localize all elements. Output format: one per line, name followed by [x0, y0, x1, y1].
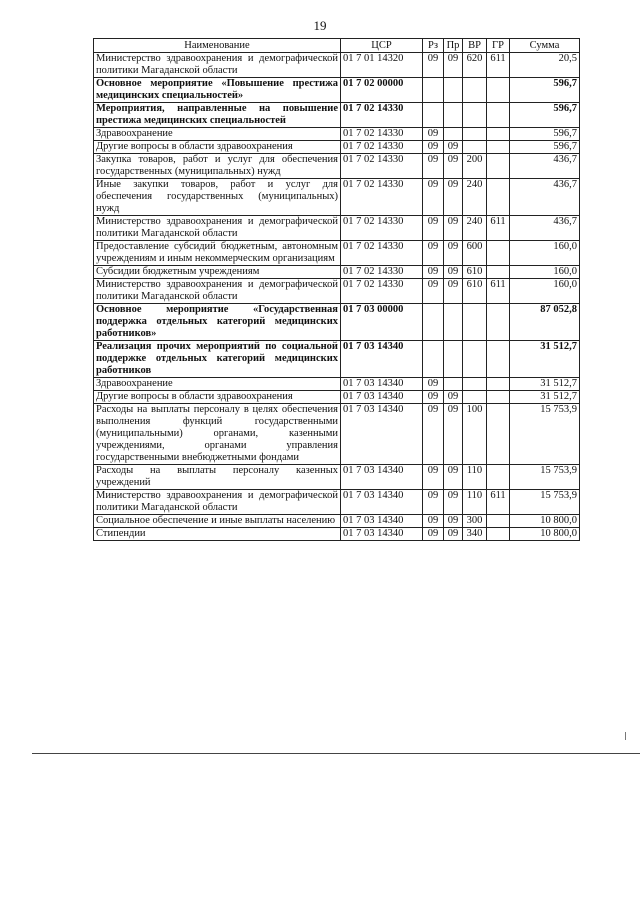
- row-gr-cell: [487, 465, 510, 490]
- row-vr-cell: 300: [463, 515, 487, 528]
- row-gr-cell: [487, 528, 510, 541]
- row-vr-cell: 600: [463, 241, 487, 266]
- row-pr-cell: 09: [444, 154, 463, 179]
- row-name-cell: Иные закупки товаров, работ и услуг для обеспечения государственных (муниципальных) нужд: [94, 179, 341, 216]
- row-rz-cell: 09: [423, 216, 444, 241]
- row-sum-cell: 20,5: [510, 53, 580, 78]
- row-pr-cell: [444, 341, 463, 378]
- row-csr-cell: 01 7 03 14340: [341, 391, 423, 404]
- row-pr-cell: [444, 304, 463, 341]
- row-name-cell: Закупка товаров, работ и услуг для обеспечения государственных (муниципальных) нужд: [94, 154, 341, 179]
- row-gr-cell: [487, 404, 510, 465]
- row-rz-cell: 09: [423, 266, 444, 279]
- row-name-cell: Основное мероприятие «Государственная поддержка отдельных категорий медицинских работников»: [94, 304, 341, 341]
- table-header-row: [94, 39, 580, 53]
- row-rz-cell: 09: [423, 515, 444, 528]
- row-name-cell: Реализация прочих мероприятий по социальной поддержке отдельных категорий медицинских работников: [94, 341, 341, 378]
- row-sum-cell: 15 753,9: [510, 465, 580, 490]
- row-pr-cell: 09: [444, 53, 463, 78]
- row-pr-cell: [444, 128, 463, 141]
- header-name: Наименование: [94, 39, 341, 53]
- row-rz-cell: 09: [423, 241, 444, 266]
- row-sum-cell: 87 052,8: [510, 304, 580, 341]
- row-gr-cell: [487, 304, 510, 341]
- row-sum-cell: 160,0: [510, 241, 580, 266]
- row-vr-cell: [463, 128, 487, 141]
- row-csr-cell: 01 7 02 14330: [341, 103, 423, 128]
- row-name-cell: Мероприятия, направленные на повышение престижа медицинских специальностей: [94, 103, 341, 128]
- row-csr-cell: 01 7 03 14340: [341, 528, 423, 541]
- row-sum-cell: 10 800,0: [510, 515, 580, 528]
- row-pr-cell: [444, 378, 463, 391]
- table-row: [94, 154, 580, 179]
- row-rz-cell: [423, 304, 444, 341]
- row-sum-cell: 31 512,7: [510, 378, 580, 391]
- row-sum-cell: 596,7: [510, 141, 580, 154]
- row-vr-cell: [463, 103, 487, 128]
- row-rz-cell: 09: [423, 378, 444, 391]
- row-rz-cell: 09: [423, 128, 444, 141]
- row-csr-cell: 01 7 02 00000: [341, 78, 423, 103]
- row-csr-cell: 01 7 02 14330: [341, 241, 423, 266]
- row-gr-cell: 611: [487, 216, 510, 241]
- row-vr-cell: 240: [463, 216, 487, 241]
- table-row: [94, 216, 580, 241]
- row-vr-cell: 340: [463, 528, 487, 541]
- row-pr-cell: 09: [444, 179, 463, 216]
- row-rz-cell: 09: [423, 528, 444, 541]
- row-vr-cell: 200: [463, 154, 487, 179]
- row-sum-cell: 436,7: [510, 179, 580, 216]
- table-row: [94, 341, 580, 378]
- row-rz-cell: 09: [423, 179, 444, 216]
- table-row: [94, 490, 580, 515]
- row-gr-cell: [487, 141, 510, 154]
- row-sum-cell: 31 512,7: [510, 341, 580, 378]
- row-pr-cell: 09: [444, 391, 463, 404]
- row-name-cell: Расходы на выплаты персоналу в целях обеспечения выполнения функций государственными (муниципальными) органами, казенными учреждениями, органами управления государственными внебюджетными фондами: [94, 404, 341, 465]
- table-row: [94, 404, 580, 465]
- row-rz-cell: 09: [423, 465, 444, 490]
- row-pr-cell: 09: [444, 528, 463, 541]
- row-sum-cell: 15 753,9: [510, 404, 580, 465]
- budget-table: [93, 38, 580, 541]
- row-gr-cell: [487, 128, 510, 141]
- row-vr-cell: 610: [463, 266, 487, 279]
- row-vr-cell: [463, 78, 487, 103]
- row-name-cell: Министерство здравоохранения и демографической политики Магаданской области: [94, 216, 341, 241]
- row-sum-cell: 160,0: [510, 279, 580, 304]
- row-vr-cell: 110: [463, 465, 487, 490]
- row-gr-cell: [487, 179, 510, 216]
- row-gr-cell: 611: [487, 490, 510, 515]
- row-sum-cell: 31 512,7: [510, 391, 580, 404]
- row-csr-cell: 01 7 01 14320: [341, 53, 423, 78]
- table-row: [94, 266, 580, 279]
- row-name-cell: Предоставление субсидий бюджетным, автономным учреждениям и иным некоммерческим организациям: [94, 241, 341, 266]
- row-vr-cell: [463, 391, 487, 404]
- row-name-cell: Здравоохранение: [94, 378, 341, 391]
- row-vr-cell: 110: [463, 490, 487, 515]
- row-rz-cell: 09: [423, 53, 444, 78]
- row-name-cell: Здравоохранение: [94, 128, 341, 141]
- row-name-cell: Основное мероприятие «Повышение престижа медицинских специальностей»: [94, 78, 341, 103]
- row-csr-cell: 01 7 03 14340: [341, 515, 423, 528]
- row-csr-cell: 01 7 02 14330: [341, 266, 423, 279]
- row-gr-cell: 611: [487, 279, 510, 304]
- header-sum: Сумма: [510, 39, 580, 53]
- row-csr-cell: 01 7 03 14340: [341, 465, 423, 490]
- row-csr-cell: 01 7 02 14330: [341, 216, 423, 241]
- row-rz-cell: 09: [423, 154, 444, 179]
- row-rz-cell: [423, 341, 444, 378]
- table-row: [94, 128, 580, 141]
- row-rz-cell: 09: [423, 391, 444, 404]
- row-gr-cell: [487, 154, 510, 179]
- row-sum-cell: 596,7: [510, 103, 580, 128]
- table-row: [94, 378, 580, 391]
- row-rz-cell: 09: [423, 279, 444, 304]
- row-sum-cell: 436,7: [510, 154, 580, 179]
- row-gr-cell: [487, 378, 510, 391]
- row-csr-cell: 01 7 03 14340: [341, 378, 423, 391]
- row-rz-cell: 09: [423, 141, 444, 154]
- header-vr: ВР: [463, 39, 487, 53]
- row-vr-cell: 620: [463, 53, 487, 78]
- row-rz-cell: 09: [423, 404, 444, 465]
- row-name-cell: Министерство здравоохранения и демографической политики Магаданской области: [94, 53, 341, 78]
- row-pr-cell: 09: [444, 279, 463, 304]
- table-row: [94, 515, 580, 528]
- row-name-cell: Субсидии бюджетным учреждениям: [94, 266, 341, 279]
- row-name-cell: Другие вопросы в области здравоохранения: [94, 391, 341, 404]
- header-csr: ЦСР: [341, 39, 423, 53]
- row-vr-cell: 240: [463, 179, 487, 216]
- row-vr-cell: [463, 341, 487, 378]
- page-number: 19: [313, 18, 327, 33]
- row-pr-cell: [444, 78, 463, 103]
- row-csr-cell: 01 7 02 14330: [341, 128, 423, 141]
- row-sum-cell: 10 800,0: [510, 528, 580, 541]
- table-row: [94, 391, 580, 404]
- table-row: [94, 53, 580, 78]
- header-pr: Пр: [444, 39, 463, 53]
- row-name-cell: Расходы на выплаты персоналу казенных учреждений: [94, 465, 341, 490]
- row-name-cell: Министерство здравоохранения и демографической политики Магаданской области: [94, 279, 341, 304]
- table-row: [94, 279, 580, 304]
- row-csr-cell: 01 7 02 14330: [341, 179, 423, 216]
- row-csr-cell: 01 7 02 14330: [341, 141, 423, 154]
- row-rz-cell: [423, 78, 444, 103]
- scan-edge-mark: [625, 732, 628, 740]
- row-name-cell: Социальное обеспечение и иные выплаты населению: [94, 515, 341, 528]
- row-pr-cell: 09: [444, 465, 463, 490]
- row-csr-cell: 01 7 03 14340: [341, 490, 423, 515]
- row-pr-cell: 09: [444, 266, 463, 279]
- row-csr-cell: 01 7 03 00000: [341, 304, 423, 341]
- row-sum-cell: 15 753,9: [510, 490, 580, 515]
- row-csr-cell: 01 7 02 14330: [341, 279, 423, 304]
- row-vr-cell: [463, 304, 487, 341]
- row-pr-cell: 09: [444, 216, 463, 241]
- row-sum-cell: 160,0: [510, 266, 580, 279]
- row-gr-cell: [487, 341, 510, 378]
- page-divider-line: [32, 753, 640, 754]
- table-row: [94, 528, 580, 541]
- table-row: [94, 241, 580, 266]
- row-name-cell: Другие вопросы в области здравоохранения: [94, 141, 341, 154]
- row-gr-cell: [487, 241, 510, 266]
- table-row: [94, 179, 580, 216]
- row-pr-cell: 09: [444, 241, 463, 266]
- row-pr-cell: 09: [444, 490, 463, 515]
- header-rz: Рз: [423, 39, 444, 53]
- row-gr-cell: [487, 515, 510, 528]
- row-vr-cell: [463, 378, 487, 391]
- row-gr-cell: [487, 391, 510, 404]
- table-row: [94, 465, 580, 490]
- row-pr-cell: 09: [444, 515, 463, 528]
- row-vr-cell: 610: [463, 279, 487, 304]
- row-rz-cell: 09: [423, 490, 444, 515]
- row-vr-cell: [463, 141, 487, 154]
- row-name-cell: Стипендии: [94, 528, 341, 541]
- row-sum-cell: 436,7: [510, 216, 580, 241]
- row-csr-cell: 01 7 03 14340: [341, 404, 423, 465]
- table-row: [94, 78, 580, 103]
- row-sum-cell: 596,7: [510, 78, 580, 103]
- row-csr-cell: 01 7 03 14340: [341, 341, 423, 378]
- header-gr: ГР: [487, 39, 510, 53]
- row-name-cell: Министерство здравоохранения и демографической политики Магаданской области: [94, 490, 341, 515]
- table-row: [94, 304, 580, 341]
- row-gr-cell: [487, 103, 510, 128]
- row-pr-cell: 09: [444, 141, 463, 154]
- row-vr-cell: 100: [463, 404, 487, 465]
- table-row: [94, 103, 580, 128]
- row-pr-cell: 09: [444, 404, 463, 465]
- row-gr-cell: 611: [487, 53, 510, 78]
- table-row: [94, 141, 580, 154]
- row-rz-cell: [423, 103, 444, 128]
- row-gr-cell: [487, 266, 510, 279]
- row-gr-cell: [487, 78, 510, 103]
- row-pr-cell: [444, 103, 463, 128]
- row-csr-cell: 01 7 02 14330: [341, 154, 423, 179]
- row-sum-cell: 596,7: [510, 128, 580, 141]
